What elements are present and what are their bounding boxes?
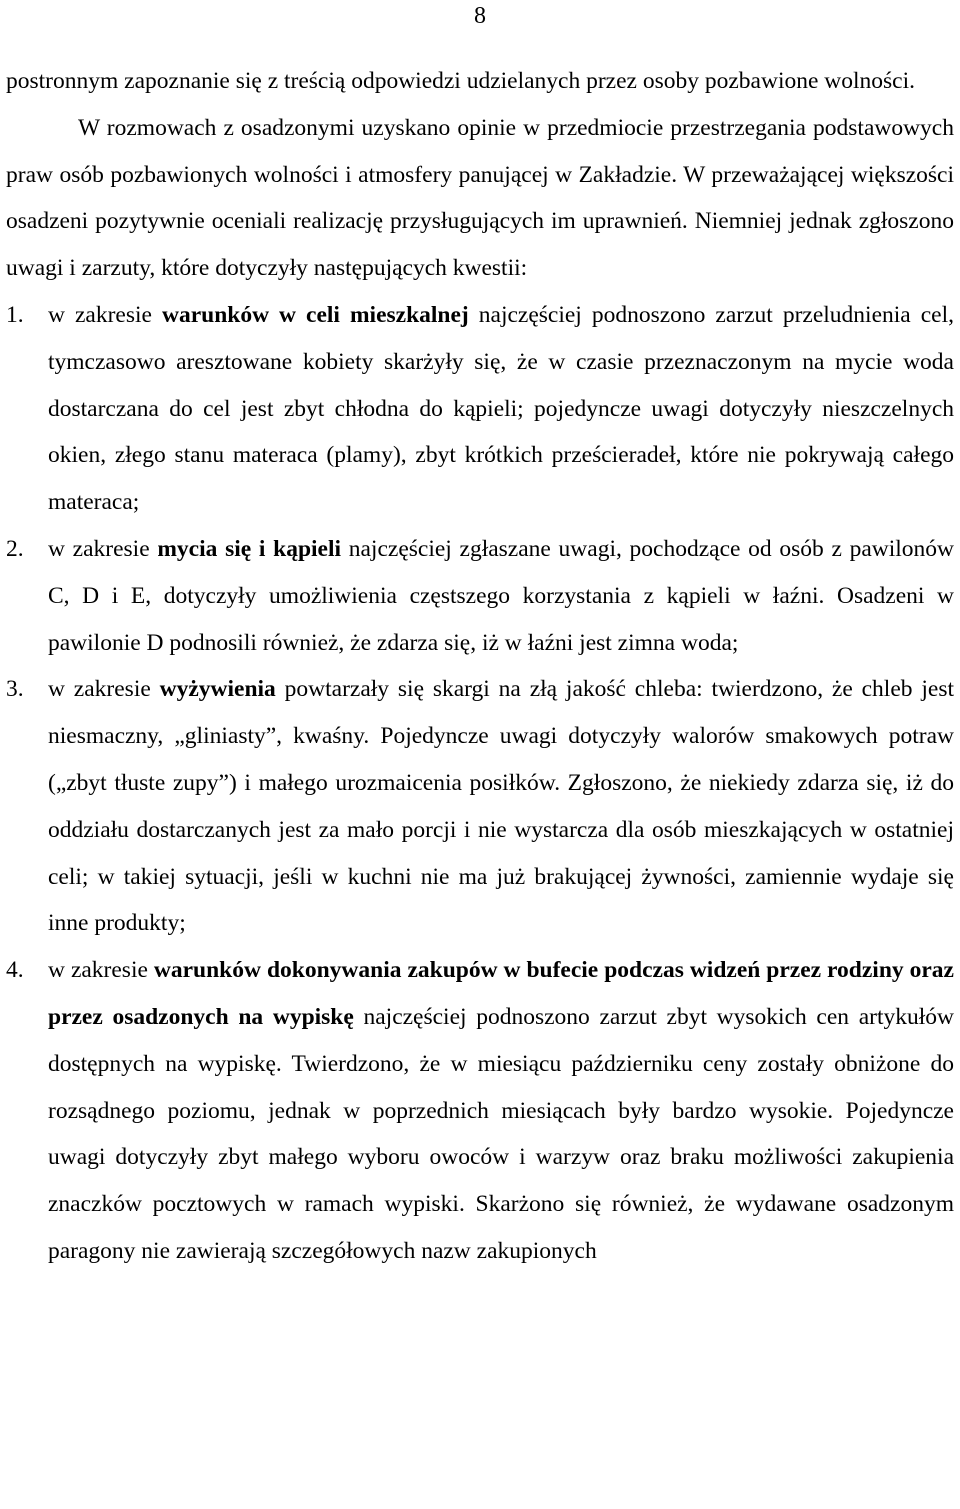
document-page [6, 58, 954, 1275]
list-item-topic: mycia się i kąpieli [157, 535, 342, 562]
list-item [6, 666, 954, 947]
list-item-text-lead: w zakresie [48, 535, 158, 562]
list-item-topic: warunków w celi mieszkalnej [161, 301, 469, 328]
issues-list [6, 292, 954, 1275]
list-item-topic: wyżywienia [159, 676, 276, 703]
list-item-number: 4. [6, 957, 24, 984]
list-item [6, 947, 954, 1275]
paragraph: postronnym zapoznanie się z treścią odpowiedzi udzielanych przez osoby pozbawione wolności. [6, 68, 916, 94]
paragraph: W rozmowach z osadzonymi uzyskano opinie w przedmiocie przestrzegania podstawowych praw osób pozbawionych wolności i atmosfery panującej w Zakładzie. W przeważającej większości osadzeni pozytywnie oceniali realizację przysługujących im uprawnień. Niemniej jednak zgłoszono uwagi i zarzuty, które dotyczyły następujących kwestii: [6, 114, 954, 282]
list-item [6, 526, 954, 666]
page-number: 8 [474, 3, 486, 29]
list-item-number: 1. [6, 301, 24, 328]
list-item-text: powtarzały się skargi na złą jakość chleba: twierdzono, że chleb jest niesmaczny, „gliniasty”, kwaśny. Pojedyncze uwagi dotyczyły walorów smakowych potraw („zbyt tłuste zupy”) i małego urozmaicenia posiłków. Zgłoszono, że niekiedy zdarza się, iż do oddziału dostarczanych jest za mało porcji i nie wystarcza dla osób mieszkających w ostatniej celi; w takiej sytuacji, jeśli w kuchni nie ma już brakującej żywności, zamiennie wydaje się inne produkty; [48, 676, 954, 937]
list-item-text-lead: w zakresie [48, 676, 160, 703]
list-item-text: najczęściej podnoszono zarzut przeludnienia cel, tymczasowo aresztowane kobiety skarżyły się, że w czasie przeznaczonym na mycie woda dostarczana do cel jest zbyt chłodna do kąpieli; pojedyncze uwagi dotyczyły nieszczelnych okien, złego stanu materaca (plamy), zbyt krótkich prześcieradeł, które nie pokrywają całego materaca; [48, 301, 954, 516]
list-item [6, 292, 954, 526]
list-item-text-lead: w zakresie [48, 301, 162, 328]
list-item-text: najczęściej podnoszono zarzut zbyt wysokich cen artykułów dostępnych na wypiskę. Twierdzono, że w miesiącu październiku ceny zostały obniżone do rozsądnego poziomu, jednak w poprzednich miesiącach były bardzo wysokie. Pojedyncze uwagi dotyczyły zbyt małego wyboru owoców i warzyw oraz braku możliwości zakupienia znaczków pocztowych w ramach wypiski. Skarżono się również, że wydawane osadzonym paragony nie zawierają szczegółowych nazw zakupionych [48, 1003, 954, 1264]
list-item-text: najczęściej zgłaszane uwagi, pochodzące od osób z pawilonów C, D i E, dotyczyły umożliwienia częstszego korzystania z kąpieli w łaźni. Osadzeni w pawilonie D podnosili również, że zdarza się, iż w łaźni jest zimna woda; [48, 535, 955, 656]
list-item-number: 2. [6, 535, 24, 562]
list-item-number: 3. [6, 676, 24, 703]
list-item-text-lead: w zakresie [48, 957, 154, 984]
list-item-topic: warunków dokonywania zakupów w bufecie podczas widzeń przez rodziny oraz przez osadzonych na wypiskę [48, 957, 954, 1030]
